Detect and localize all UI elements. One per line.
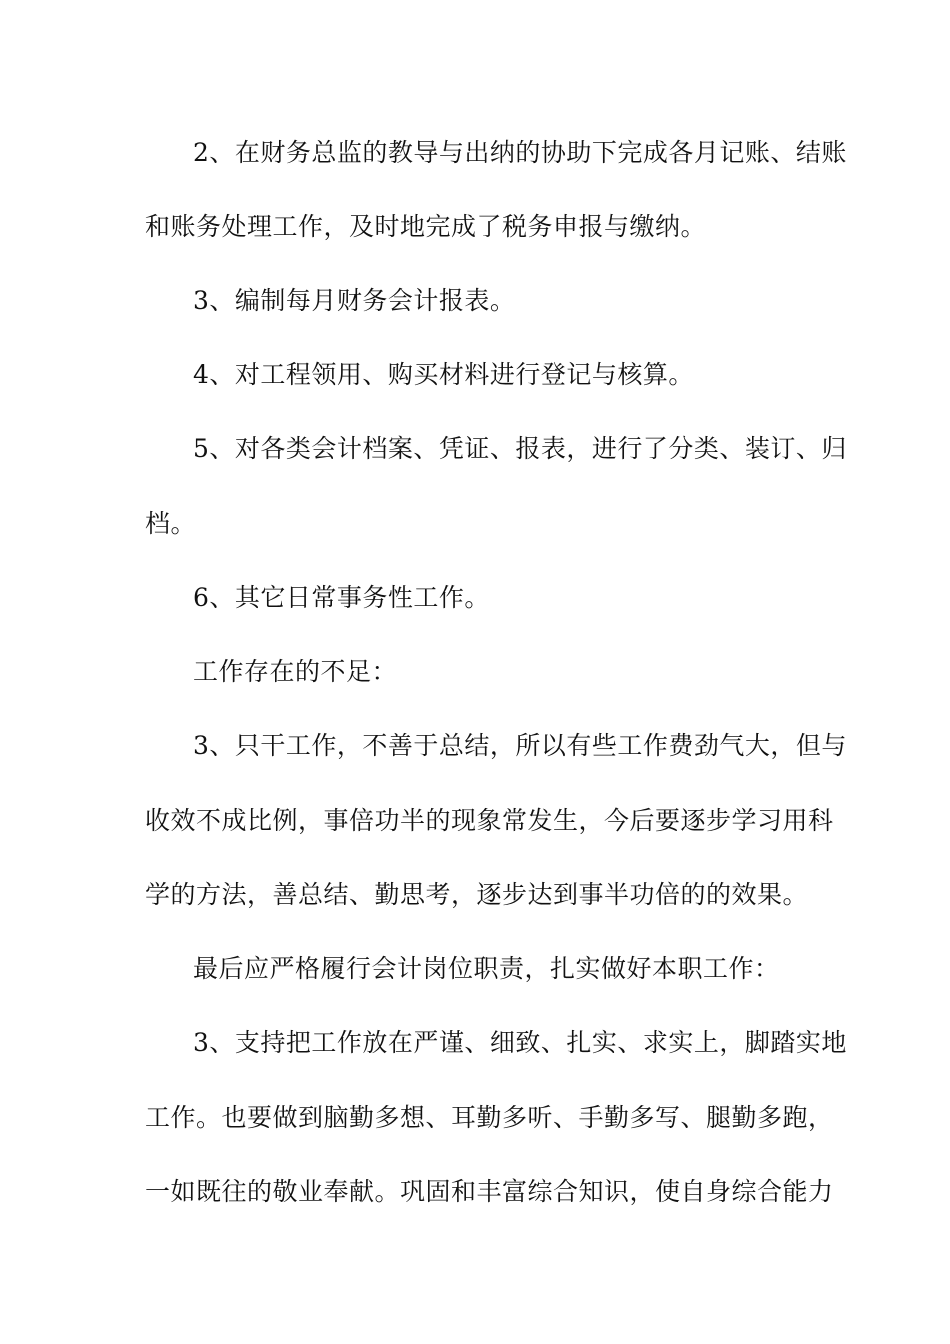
- paragraph-line: 2、在财务总监的教导与出纳的协助下完成各月记账、结账: [193, 138, 847, 167]
- paragraph-line: 3、只干工作，不善于总结，所以有些工作费劲气大，但与: [193, 731, 847, 760]
- paragraph-line: 档。: [145, 509, 197, 538]
- paragraph-line: 工作。也要做到脑勤多想、耳勤多听、手勤多写、腿勤多跑，: [145, 1103, 834, 1132]
- paragraph-line: 一如既往的敬业奉献。巩固和丰富综合知识，使自身综合能力: [145, 1177, 834, 1206]
- section-heading: 工作存在的不足：: [193, 657, 398, 686]
- paragraph-line: 4、对工程领用、购买材料进行登记与核算。: [193, 360, 694, 389]
- paragraph-line: 学的方法，善总结、勤思考，逐步达到事半功倍的的效果。: [145, 880, 809, 909]
- paragraph-line: 最后应严格履行会计岗位职责，扎实做好本职工作：: [193, 954, 780, 983]
- paragraph-line: 3、编制每月财务会计报表。: [193, 286, 516, 315]
- paragraph-line: 5、对各类会计档案、凭证、报表，进行了分类、装订、归: [193, 434, 847, 463]
- paragraph-line: 3、支持把工作放在严谨、细致、扎实、求实上，脚踏实地: [193, 1028, 847, 1057]
- paragraph-line: 收效不成比例，事倍功半的现象常发生，今后要逐步学习用科: [145, 806, 834, 835]
- paragraph-line: 6、其它日常事务性工作。: [193, 583, 490, 612]
- paragraph-line: 和账务处理工作，及时地完成了税务申报与缴纳。: [145, 212, 707, 241]
